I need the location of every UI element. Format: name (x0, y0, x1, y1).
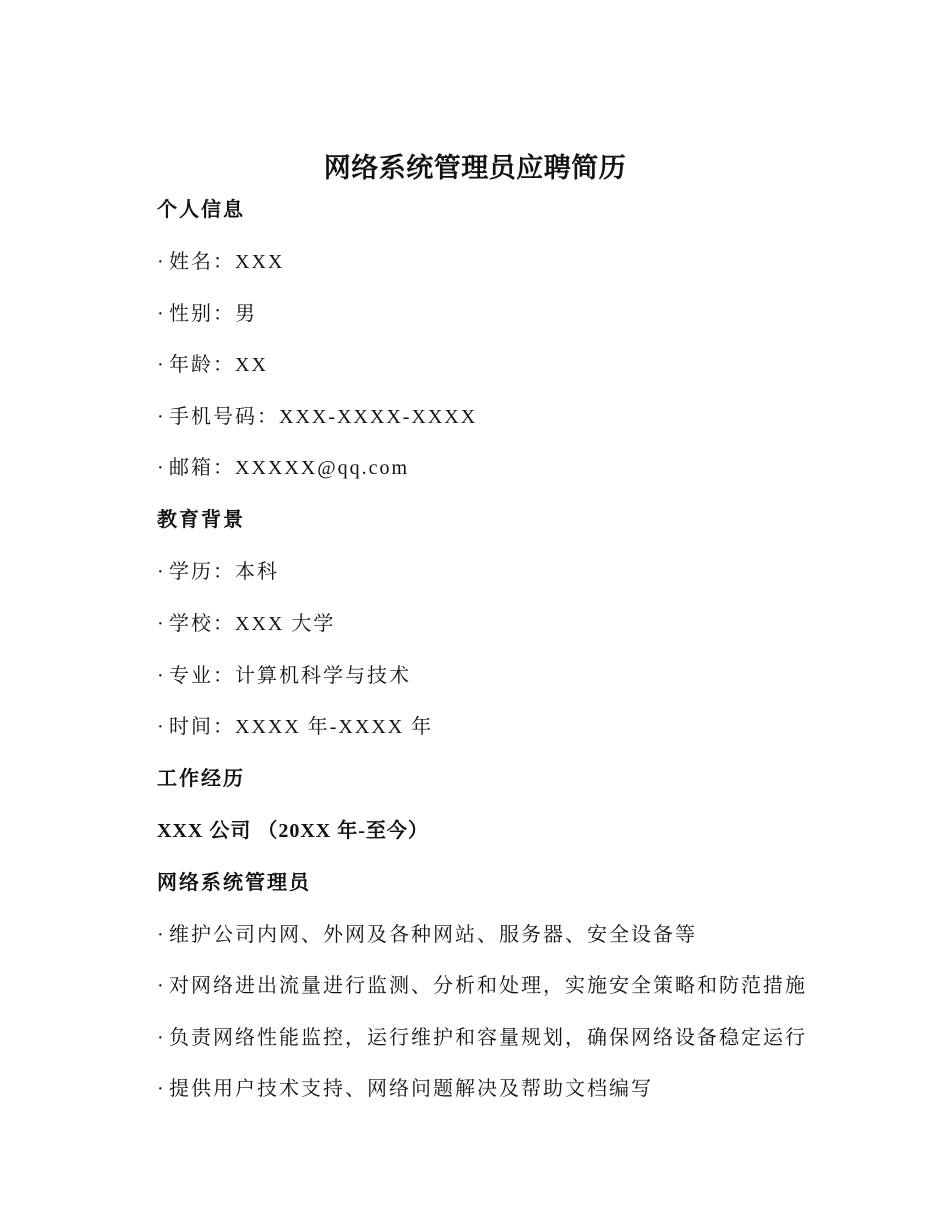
item-text: 手机号码：XXX-XXXX-XXXX (169, 406, 478, 428)
bullet-icon: · (157, 303, 164, 325)
item-text: 时间：XXXX 年-XXXX 年 (169, 716, 434, 738)
bullet-icon: · (157, 354, 164, 376)
page-title: 网络系统管理员应聘简历 (323, 153, 627, 183)
list-item-school (157, 609, 335, 639)
position-title: 网络系统管理员 (157, 872, 311, 894)
section-heading-education: 教育背景 (157, 509, 245, 531)
bullet-icon: · (157, 561, 164, 583)
bullet-icon: · (157, 975, 164, 997)
item-text: 专业：计算机科学与技术 (169, 665, 411, 687)
duty-item (157, 971, 807, 1001)
item-text: 负责网络性能监控，运行维护和容量规划，确保网络设备稳定运行 (169, 1027, 807, 1049)
list-item-name (157, 247, 284, 277)
item-text: 学校：XXX 大学 (169, 613, 336, 635)
section-heading-work: 工作经历 (157, 768, 245, 790)
bullet-icon: · (157, 613, 164, 635)
item-text: 性别：男 (169, 303, 257, 325)
duty-item (157, 1023, 807, 1053)
list-item-gender (157, 299, 257, 329)
item-text: 维护公司内网、外网及各种网站、服务器、安全设备等 (169, 924, 697, 946)
bullet-icon: · (157, 716, 164, 738)
item-text: 邮箱：XXXXX@qq.com (169, 457, 410, 479)
company-line: XXX 公司 （20XX 年-至今） (157, 820, 429, 842)
duty-item (157, 1074, 653, 1104)
list-item-age (157, 350, 268, 380)
bullet-icon: · (157, 251, 164, 273)
list-item-phone (157, 402, 477, 432)
bullet-icon: · (157, 924, 164, 946)
list-item-period (157, 712, 433, 742)
item-text: 提供用户技术支持、网络问题解决及帮助文档编写 (169, 1078, 653, 1100)
item-text: 对网络进出流量进行监测、分析和处理，实施安全策略和防范措施 (169, 975, 807, 997)
bullet-icon: · (157, 406, 164, 428)
list-item-degree (157, 557, 279, 587)
list-item-major (157, 661, 411, 691)
item-text: 学历：本科 (169, 561, 279, 583)
bullet-icon: · (157, 457, 164, 479)
bullet-icon: · (157, 1078, 164, 1100)
bullet-icon: · (157, 1027, 164, 1049)
list-item-email (157, 453, 409, 483)
item-text: 姓名：XXX (169, 251, 285, 273)
duty-item (157, 920, 697, 950)
bullet-icon: · (157, 665, 164, 687)
item-text: 年龄：XX (169, 354, 268, 376)
section-heading-personal-info: 个人信息 (157, 199, 245, 221)
